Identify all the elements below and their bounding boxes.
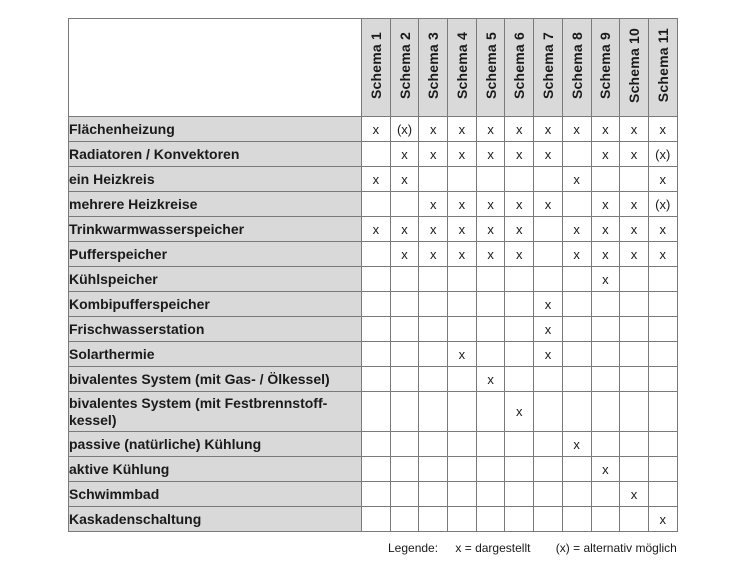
matrix-cell: x <box>476 217 505 242</box>
matrix-cell <box>620 457 649 482</box>
matrix-cell <box>620 267 649 292</box>
table-row <box>69 142 678 167</box>
matrix-cell <box>390 342 419 367</box>
matrix-cell <box>591 292 620 317</box>
column-header-schema-5 <box>476 19 505 117</box>
matrix-cell <box>390 267 419 292</box>
matrix-cell <box>476 507 505 532</box>
column-header-schema-10 <box>620 19 649 117</box>
row-label: Flächenheizung <box>69 117 362 142</box>
matrix-cell <box>534 457 563 482</box>
matrix-cell <box>448 367 477 392</box>
matrix-cell: x <box>362 167 391 192</box>
matrix-cell: x <box>476 367 505 392</box>
matrix-cell: x <box>476 192 505 217</box>
matrix-cell <box>362 142 391 167</box>
column-header-label: Schema 11 <box>654 27 671 103</box>
matrix-cell: x <box>505 192 534 217</box>
table-row <box>69 217 678 242</box>
matrix-cell: x <box>591 192 620 217</box>
matrix-cell: x <box>591 142 620 167</box>
matrix-cell <box>448 482 477 507</box>
matrix-cell <box>591 507 620 532</box>
column-header-label: Schema 6 <box>511 31 528 99</box>
matrix-cell: x <box>448 142 477 167</box>
column-header-schema-8 <box>562 19 591 117</box>
matrix-cell: x <box>620 242 649 267</box>
matrix-cell <box>448 167 477 192</box>
matrix-cell <box>534 507 563 532</box>
matrix-cell <box>362 392 391 432</box>
table-row <box>69 192 678 217</box>
matrix-cell <box>505 267 534 292</box>
matrix-cell <box>476 392 505 432</box>
matrix-cell: x <box>648 507 677 532</box>
column-header-label: Schema 3 <box>425 31 442 99</box>
matrix-cell: x <box>648 117 677 142</box>
matrix-cell <box>505 317 534 342</box>
table-row <box>69 457 678 482</box>
matrix-cell <box>562 482 591 507</box>
matrix-cell <box>648 342 677 367</box>
column-header-schema-6 <box>505 19 534 117</box>
matrix-cell <box>390 292 419 317</box>
matrix-container <box>68 18 678 532</box>
matrix-cell: x <box>505 242 534 267</box>
matrix-cell <box>591 392 620 432</box>
matrix-cell <box>562 142 591 167</box>
table-row <box>69 242 678 267</box>
column-header-label: Schema 9 <box>597 31 614 99</box>
matrix-cell <box>390 192 419 217</box>
table-row <box>69 392 678 432</box>
table-row <box>69 117 678 142</box>
matrix-cell <box>505 457 534 482</box>
matrix-cell <box>362 457 391 482</box>
matrix-cell <box>534 242 563 267</box>
row-label: aktive Kühlung <box>69 457 362 482</box>
row-label: Trinkwarmwasserspeicher <box>69 217 362 242</box>
matrix-cell <box>534 217 563 242</box>
table-row <box>69 432 678 457</box>
matrix-cell <box>534 482 563 507</box>
matrix-cell <box>505 482 534 507</box>
scheme-matrix-table <box>68 18 678 532</box>
matrix-cell <box>448 432 477 457</box>
table-row <box>69 292 678 317</box>
table-row <box>69 367 678 392</box>
row-label: bivalentes System (mit Festbrennstoff-kessel) <box>69 392 362 432</box>
matrix-cell: x <box>620 142 649 167</box>
matrix-cell: x <box>476 242 505 267</box>
matrix-cell: x <box>448 117 477 142</box>
matrix-cell <box>648 432 677 457</box>
matrix-cell: x <box>448 217 477 242</box>
column-header-label: Schema 10 <box>626 27 643 103</box>
matrix-cell <box>591 432 620 457</box>
matrix-cell <box>448 292 477 317</box>
column-header-schema-7 <box>534 19 563 117</box>
matrix-cell <box>648 392 677 432</box>
matrix-cell: x <box>448 342 477 367</box>
column-header-schema-4 <box>448 19 477 117</box>
row-label: Kühlspeicher <box>69 267 362 292</box>
matrix-cell: x <box>534 117 563 142</box>
column-header-label: Schema 2 <box>396 31 413 99</box>
matrix-cell: x <box>419 242 448 267</box>
matrix-cell: x <box>505 117 534 142</box>
column-header-schema-3 <box>419 19 448 117</box>
matrix-cell <box>476 482 505 507</box>
matrix-cell <box>419 367 448 392</box>
row-label: Solarthermie <box>69 342 362 367</box>
matrix-cell <box>591 367 620 392</box>
matrix-cell <box>505 507 534 532</box>
matrix-cell <box>534 167 563 192</box>
matrix-cell <box>362 317 391 342</box>
matrix-cell: x <box>620 192 649 217</box>
matrix-cell: x <box>534 192 563 217</box>
matrix-cell: x <box>419 217 448 242</box>
matrix-cell: x <box>390 142 419 167</box>
matrix-cell <box>448 267 477 292</box>
legend <box>388 541 677 555</box>
matrix-cell <box>591 167 620 192</box>
matrix-cell <box>390 432 419 457</box>
matrix-cell <box>505 342 534 367</box>
matrix-cell <box>620 367 649 392</box>
matrix-cell: x <box>419 192 448 217</box>
matrix-cell <box>620 167 649 192</box>
row-label: Frischwasserstation <box>69 317 362 342</box>
matrix-cell <box>620 317 649 342</box>
matrix-cell <box>534 392 563 432</box>
matrix-cell <box>362 242 391 267</box>
matrix-cell <box>562 507 591 532</box>
matrix-cell <box>591 482 620 507</box>
matrix-cell <box>505 432 534 457</box>
row-label: Kaskadenschaltung <box>69 507 362 532</box>
column-header-schema-1 <box>362 19 391 117</box>
corner-cell <box>69 19 362 117</box>
row-label: Pufferspeicher <box>69 242 362 267</box>
matrix-cell <box>362 292 391 317</box>
row-label: Radiatoren / Konvektoren <box>69 142 362 167</box>
matrix-cell <box>562 457 591 482</box>
column-header-schema-2 <box>390 19 419 117</box>
matrix-cell <box>648 482 677 507</box>
matrix-cell: x <box>591 117 620 142</box>
matrix-cell: x <box>505 392 534 432</box>
matrix-cell <box>419 342 448 367</box>
matrix-cell: x <box>562 217 591 242</box>
matrix-cell <box>476 167 505 192</box>
matrix-cell: (x) <box>648 142 677 167</box>
matrix-cell: x <box>419 117 448 142</box>
matrix-cell: x <box>534 142 563 167</box>
matrix-cell: x <box>448 242 477 267</box>
column-header-label: Schema 7 <box>539 31 556 99</box>
matrix-cell: x <box>534 342 563 367</box>
matrix-cell <box>591 317 620 342</box>
matrix-cell <box>362 507 391 532</box>
matrix-cell <box>620 507 649 532</box>
row-label: ein Heizkreis <box>69 167 362 192</box>
matrix-cell <box>562 292 591 317</box>
matrix-cell: x <box>390 217 419 242</box>
matrix-cell: x <box>390 167 419 192</box>
matrix-cell <box>620 292 649 317</box>
matrix-cell <box>419 292 448 317</box>
matrix-cell: x <box>620 482 649 507</box>
matrix-cell: x <box>534 292 563 317</box>
row-label: passive (natürliche) Kühlung <box>69 432 362 457</box>
matrix-cell <box>505 292 534 317</box>
legend-item-alternative: (x) = alternativ möglich <box>555 541 677 555</box>
table-row <box>69 482 678 507</box>
table-row <box>69 167 678 192</box>
matrix-cell <box>562 317 591 342</box>
matrix-cell: (x) <box>390 117 419 142</box>
matrix-cell: x <box>591 242 620 267</box>
matrix-cell <box>390 317 419 342</box>
matrix-cell <box>648 317 677 342</box>
matrix-cell: x <box>620 117 649 142</box>
row-label: bivalentes System (mit Gas- / Ölkessel) <box>69 367 362 392</box>
matrix-cell <box>390 367 419 392</box>
matrix-cell <box>419 167 448 192</box>
matrix-cell <box>476 432 505 457</box>
matrix-cell <box>419 317 448 342</box>
matrix-cell <box>505 367 534 392</box>
matrix-cell <box>448 507 477 532</box>
matrix-cell <box>362 367 391 392</box>
matrix-cell <box>390 392 419 432</box>
matrix-cell <box>620 392 649 432</box>
matrix-cell <box>591 342 620 367</box>
matrix-cell: x <box>390 242 419 267</box>
table-row <box>69 317 678 342</box>
matrix-cell <box>419 507 448 532</box>
matrix-cell: (x) <box>648 192 677 217</box>
matrix-cell <box>419 482 448 507</box>
matrix-cell <box>648 292 677 317</box>
matrix-cell <box>476 292 505 317</box>
matrix-cell: x <box>534 317 563 342</box>
matrix-cell <box>362 267 391 292</box>
matrix-cell <box>419 432 448 457</box>
matrix-cell <box>476 267 505 292</box>
matrix-cell <box>648 367 677 392</box>
matrix-cell <box>562 392 591 432</box>
column-header-schema-11 <box>648 19 677 117</box>
matrix-cell: x <box>591 457 620 482</box>
matrix-cell <box>362 482 391 507</box>
matrix-cell <box>562 267 591 292</box>
table-row <box>69 507 678 532</box>
matrix-cell: x <box>648 242 677 267</box>
matrix-cell: x <box>562 432 591 457</box>
column-header-label: Schema 8 <box>568 31 585 99</box>
matrix-cell: x <box>505 142 534 167</box>
matrix-cell <box>620 432 649 457</box>
matrix-cell: x <box>591 267 620 292</box>
column-header-label: Schema 5 <box>482 31 499 99</box>
matrix-cell <box>419 267 448 292</box>
row-label: Schwimmbad <box>69 482 362 507</box>
column-header-label: Schema 1 <box>367 31 384 99</box>
row-label: mehrere Heizkreise <box>69 192 362 217</box>
table-row <box>69 267 678 292</box>
matrix-cell <box>476 317 505 342</box>
matrix-cell <box>362 192 391 217</box>
matrix-cell <box>534 267 563 292</box>
matrix-cell <box>419 457 448 482</box>
matrix-cell <box>562 367 591 392</box>
matrix-cell <box>390 507 419 532</box>
matrix-cell: x <box>562 117 591 142</box>
column-header-label: Schema 4 <box>453 31 470 99</box>
matrix-cell <box>362 432 391 457</box>
matrix-cell: x <box>448 192 477 217</box>
row-label: Kombipufferspeicher <box>69 292 362 317</box>
matrix-cell <box>562 342 591 367</box>
matrix-cell <box>620 342 649 367</box>
matrix-cell: x <box>591 217 620 242</box>
column-header-schema-9 <box>591 19 620 117</box>
matrix-cell: x <box>362 117 391 142</box>
table-row <box>69 342 678 367</box>
matrix-cell: x <box>419 142 448 167</box>
matrix-cell: x <box>648 217 677 242</box>
matrix-cell <box>476 342 505 367</box>
matrix-cell <box>448 457 477 482</box>
matrix-cell <box>448 317 477 342</box>
matrix-cell <box>448 392 477 432</box>
matrix-cell: x <box>562 242 591 267</box>
matrix-cell <box>505 167 534 192</box>
matrix-cell: x <box>648 167 677 192</box>
matrix-cell <box>419 392 448 432</box>
matrix-cell: x <box>562 167 591 192</box>
legend-item-shown: x = dargestellt <box>455 541 531 555</box>
matrix-cell <box>562 192 591 217</box>
matrix-cell <box>648 457 677 482</box>
legend-title: Legende: <box>388 541 439 555</box>
matrix-cell: x <box>620 217 649 242</box>
matrix-cell <box>362 342 391 367</box>
matrix-cell: x <box>362 217 391 242</box>
matrix-cell: x <box>476 117 505 142</box>
matrix-cell: x <box>505 217 534 242</box>
matrix-cell <box>390 457 419 482</box>
matrix-cell <box>390 482 419 507</box>
matrix-cell <box>476 457 505 482</box>
matrix-cell <box>534 367 563 392</box>
matrix-cell <box>534 432 563 457</box>
matrix-cell: x <box>476 142 505 167</box>
header-row <box>69 19 678 117</box>
matrix-cell <box>648 267 677 292</box>
